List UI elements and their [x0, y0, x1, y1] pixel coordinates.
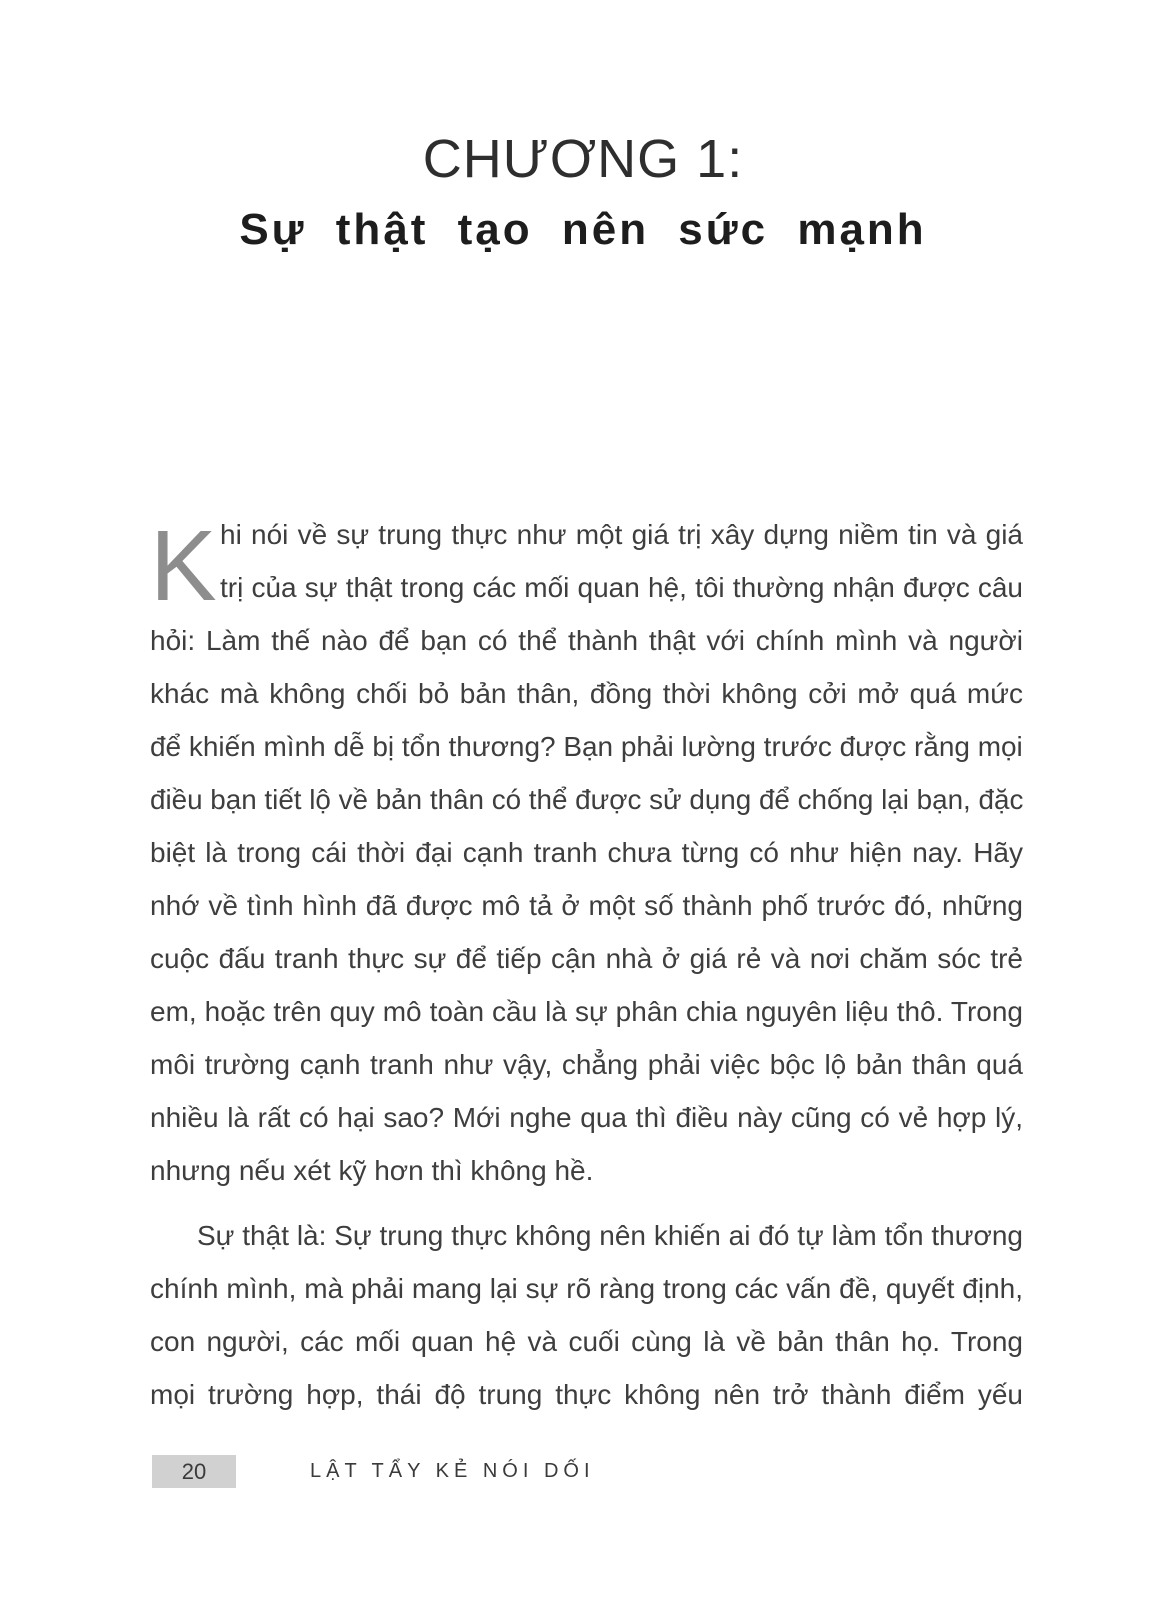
text-line: Sự thật là: Sự trung thực không nên khiến ai đó tự làm tổn thương	[197, 1220, 1023, 1251]
page-number-badge	[152, 1455, 236, 1488]
chapter-title: Sự thật tạo nên sức mạnh	[239, 205, 927, 254]
text-line: nhớ về tình hình đã được mô tả ở một số thành phố trước đó, những	[150, 890, 1023, 921]
text-line: điều bạn tiết lộ về bản thân có thể được sử dụng để chống lại bạn, đặc	[150, 784, 1024, 815]
text-line: em, hoặc trên quy mô toàn cầu là sự phân chia nguyên liệu thô. Trong	[150, 996, 1023, 1027]
text-line: biệt là trong cái thời đại cạnh tranh chưa từng có như hiện nay. Hãy	[150, 837, 1023, 868]
text-line: cuộc đấu tranh thực sự để tiếp cận nhà ở giá rẻ và nơi chăm sóc trẻ	[150, 943, 1023, 974]
drop-cap: K	[150, 510, 217, 622]
page-footer	[152, 1455, 595, 1488]
text-line: nhiều là rất có hại sao? Mới nghe qua thì điều này cũng có vẻ hợp lý,	[150, 1102, 1023, 1133]
paragraph	[150, 508, 1023, 1197]
text-line: hỏi: Làm thế nào để bạn có thể thành thật với chính mình và người	[150, 625, 1023, 656]
text-line: hi nói về sự trung thực như một giá trị xây dựng niềm tin và giá	[220, 519, 1023, 550]
page-number: 20	[181, 1458, 207, 1484]
body-text	[150, 508, 1023, 1421]
running-title: LẬT TẨY KẺ NÓI DỐI	[310, 1460, 595, 1482]
text-line: khác mà không chối bỏ bản thân, đồng thời không cởi mở quá mức	[150, 678, 1023, 709]
text-line: để khiến mình dễ bị tổn thương? Bạn phải lường trước được rằng mọi	[150, 731, 1023, 762]
text-line: trị của sự thật trong các mối quan hệ, tôi thường nhận được câu	[220, 572, 1023, 603]
text-line: con người, các mối quan hệ và cuối cùng là về bản thân họ. Trong	[150, 1326, 1023, 1357]
paragraph	[150, 1209, 1023, 1421]
text-line: môi trường cạnh tranh như vậy, chẳng phải việc bộc lộ bản thân quá	[150, 1049, 1023, 1080]
text-line: mọi trường hợp, thái độ trung thực không nên trở thành điểm yếu	[150, 1379, 1023, 1410]
text-line: nhưng nếu xét kỹ hơn thì không hề.	[150, 1155, 594, 1186]
chapter-label: CHƯƠNG 1:	[422, 129, 744, 189]
text-line: chính mình, mà phải mang lại sự rõ ràng trong các vấn đề, quyết định,	[150, 1273, 1023, 1304]
